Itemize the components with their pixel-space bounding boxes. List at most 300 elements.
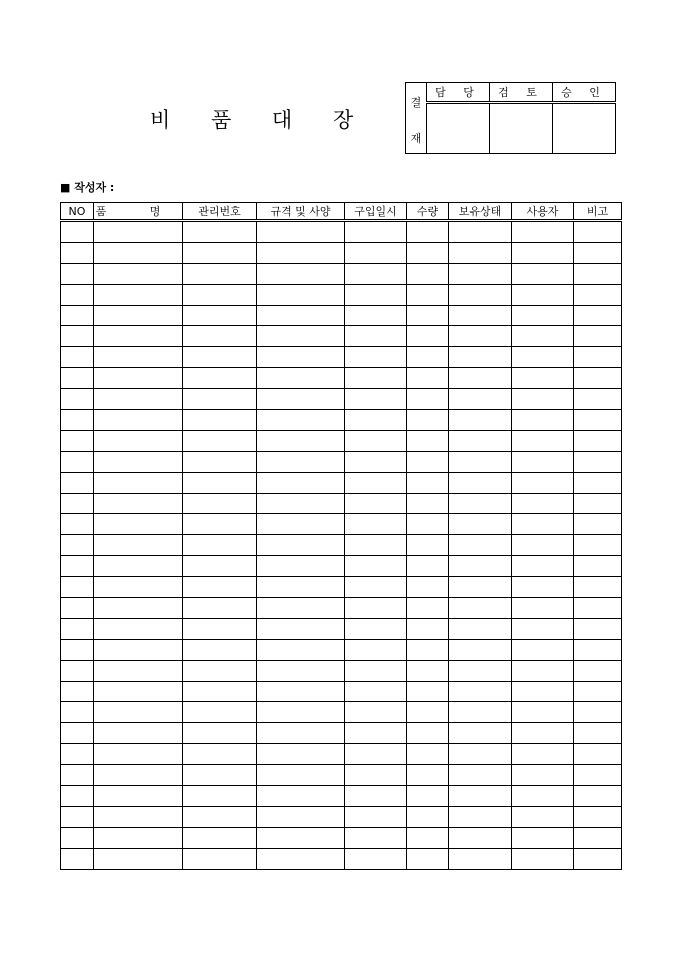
cell-purchase-date[interactable] xyxy=(345,660,407,681)
cell-quantity[interactable] xyxy=(407,556,449,577)
cell-item-name[interactable] xyxy=(94,368,183,389)
cell-condition[interactable] xyxy=(449,305,512,326)
cell-purchase-date[interactable] xyxy=(345,577,407,598)
cell-spec[interactable] xyxy=(257,514,345,535)
cell-spec[interactable] xyxy=(257,556,345,577)
cell-condition[interactable] xyxy=(449,786,512,807)
cell-no[interactable] xyxy=(61,263,94,284)
table-row xyxy=(61,598,622,619)
cell-asset-number[interactable] xyxy=(183,451,257,472)
cell-quantity[interactable] xyxy=(407,368,449,389)
approval-sign-reviewer[interactable] xyxy=(490,103,553,154)
cell-purchase-date[interactable] xyxy=(345,284,407,305)
cell-item-name[interactable] xyxy=(94,326,183,347)
cell-item-name[interactable] xyxy=(94,410,183,431)
cell-asset-number[interactable] xyxy=(183,786,257,807)
cell-condition[interactable] xyxy=(449,410,512,431)
cell-condition[interactable] xyxy=(449,556,512,577)
cell-asset-number[interactable] xyxy=(183,368,257,389)
cell-asset-number[interactable] xyxy=(183,598,257,619)
cell-user[interactable] xyxy=(512,786,574,807)
table-row xyxy=(61,451,622,472)
cell-spec[interactable] xyxy=(257,786,345,807)
cell-user[interactable] xyxy=(512,577,574,598)
cell-quantity[interactable] xyxy=(407,660,449,681)
cell-item-name[interactable] xyxy=(94,744,183,765)
col-header-quantity: 수량 xyxy=(407,203,449,221)
cell-no[interactable] xyxy=(61,326,94,347)
cell-no[interactable] xyxy=(61,786,94,807)
cell-condition[interactable] xyxy=(449,430,512,451)
cell-remarks[interactable] xyxy=(574,263,622,284)
cell-asset-number[interactable] xyxy=(183,347,257,368)
cell-spec[interactable] xyxy=(257,368,345,389)
cell-item-name[interactable] xyxy=(94,639,183,660)
cell-no[interactable] xyxy=(61,347,94,368)
cell-quantity[interactable] xyxy=(407,242,449,263)
table-row xyxy=(61,660,622,681)
cell-quantity[interactable] xyxy=(407,765,449,786)
cell-no[interactable] xyxy=(61,681,94,702)
cell-condition[interactable] xyxy=(449,221,512,243)
cell-quantity[interactable] xyxy=(407,681,449,702)
cell-quantity[interactable] xyxy=(407,577,449,598)
cell-asset-number[interactable] xyxy=(183,577,257,598)
cell-purchase-date[interactable] xyxy=(345,368,407,389)
cell-no[interactable] xyxy=(61,410,94,431)
cell-item-name[interactable] xyxy=(94,702,183,723)
cell-spec[interactable] xyxy=(257,723,345,744)
cell-purchase-date[interactable] xyxy=(345,221,407,243)
cell-quantity[interactable] xyxy=(407,389,449,410)
cell-item-name[interactable] xyxy=(94,451,183,472)
cell-remarks[interactable] xyxy=(574,806,622,827)
cell-item-name[interactable] xyxy=(94,430,183,451)
cell-quantity[interactable] xyxy=(407,326,449,347)
cell-purchase-date[interactable] xyxy=(345,493,407,514)
cell-no[interactable] xyxy=(61,221,94,243)
cell-purchase-date[interactable] xyxy=(345,723,407,744)
table-row xyxy=(61,430,622,451)
cell-item-name[interactable] xyxy=(94,242,183,263)
cell-spec[interactable] xyxy=(257,660,345,681)
cell-asset-number[interactable] xyxy=(183,702,257,723)
cell-purchase-date[interactable] xyxy=(345,556,407,577)
cell-spec[interactable] xyxy=(257,263,345,284)
cell-user[interactable] xyxy=(512,451,574,472)
cell-spec[interactable] xyxy=(257,598,345,619)
cell-purchase-date[interactable] xyxy=(345,305,407,326)
cell-condition[interactable] xyxy=(449,681,512,702)
cell-purchase-date[interactable] xyxy=(345,702,407,723)
cell-quantity[interactable] xyxy=(407,263,449,284)
cell-spec[interactable] xyxy=(257,389,345,410)
cell-purchase-date[interactable] xyxy=(345,744,407,765)
cell-no[interactable] xyxy=(61,744,94,765)
cell-condition[interactable] xyxy=(449,806,512,827)
cell-asset-number[interactable] xyxy=(183,765,257,786)
cell-condition[interactable] xyxy=(449,577,512,598)
cell-quantity[interactable] xyxy=(407,284,449,305)
cell-user[interactable] xyxy=(512,702,574,723)
cell-quantity[interactable] xyxy=(407,472,449,493)
cell-no[interactable] xyxy=(61,242,94,263)
cell-condition[interactable] xyxy=(449,347,512,368)
cell-quantity[interactable] xyxy=(407,639,449,660)
cell-user[interactable] xyxy=(512,410,574,431)
cell-user[interactable] xyxy=(512,535,574,556)
cell-user[interactable] xyxy=(512,618,574,639)
cell-condition[interactable] xyxy=(449,326,512,347)
cell-asset-number[interactable] xyxy=(183,472,257,493)
cell-user[interactable] xyxy=(512,326,574,347)
cell-quantity[interactable] xyxy=(407,618,449,639)
cell-condition[interactable] xyxy=(449,723,512,744)
cell-no[interactable] xyxy=(61,827,94,848)
cell-purchase-date[interactable] xyxy=(345,242,407,263)
cell-no[interactable] xyxy=(61,451,94,472)
table-row xyxy=(61,639,622,660)
cell-remarks[interactable] xyxy=(574,535,622,556)
cell-user[interactable] xyxy=(512,389,574,410)
cell-purchase-date[interactable] xyxy=(345,681,407,702)
cell-remarks[interactable] xyxy=(574,598,622,619)
cell-purchase-date[interactable] xyxy=(345,263,407,284)
cell-remarks[interactable] xyxy=(574,618,622,639)
cell-asset-number[interactable] xyxy=(183,848,257,869)
cell-user[interactable] xyxy=(512,848,574,869)
cell-remarks[interactable] xyxy=(574,221,622,243)
cell-remarks[interactable] xyxy=(574,430,622,451)
cell-asset-number[interactable] xyxy=(183,263,257,284)
cell-asset-number[interactable] xyxy=(183,410,257,431)
cell-asset-number[interactable] xyxy=(183,493,257,514)
cell-user[interactable] xyxy=(512,806,574,827)
cell-item-name[interactable] xyxy=(94,305,183,326)
cell-spec[interactable] xyxy=(257,765,345,786)
cell-asset-number[interactable] xyxy=(183,660,257,681)
cell-user[interactable] xyxy=(512,305,574,326)
table-row xyxy=(61,493,622,514)
cell-no[interactable] xyxy=(61,430,94,451)
cell-user[interactable] xyxy=(512,598,574,619)
cell-quantity[interactable] xyxy=(407,786,449,807)
cell-remarks[interactable] xyxy=(574,577,622,598)
cell-condition[interactable] xyxy=(449,639,512,660)
cell-user[interactable] xyxy=(512,681,574,702)
cell-user[interactable] xyxy=(512,723,574,744)
cell-spec[interactable] xyxy=(257,305,345,326)
cell-condition[interactable] xyxy=(449,702,512,723)
equipment-ledger-table xyxy=(60,202,622,870)
cell-remarks[interactable] xyxy=(574,514,622,535)
cell-item-name[interactable] xyxy=(94,765,183,786)
cell-asset-number[interactable] xyxy=(183,514,257,535)
cell-asset-number[interactable] xyxy=(183,284,257,305)
cell-purchase-date[interactable] xyxy=(345,472,407,493)
cell-no[interactable] xyxy=(61,556,94,577)
table-row xyxy=(61,347,622,368)
cell-user[interactable] xyxy=(512,472,574,493)
cell-no[interactable] xyxy=(61,660,94,681)
cell-purchase-date[interactable] xyxy=(345,827,407,848)
cell-spec[interactable] xyxy=(257,618,345,639)
cell-item-name[interactable] xyxy=(94,577,183,598)
cell-quantity[interactable] xyxy=(407,430,449,451)
cell-item-name[interactable] xyxy=(94,806,183,827)
cell-remarks[interactable] xyxy=(574,389,622,410)
cell-no[interactable] xyxy=(61,639,94,660)
cell-asset-number[interactable] xyxy=(183,221,257,243)
cell-item-name[interactable] xyxy=(94,681,183,702)
cell-spec[interactable] xyxy=(257,806,345,827)
cell-quantity[interactable] xyxy=(407,723,449,744)
table-row xyxy=(61,514,622,535)
cell-quantity[interactable] xyxy=(407,451,449,472)
cell-asset-number[interactable] xyxy=(183,639,257,660)
approval-sign-manager[interactable] xyxy=(427,103,490,154)
cell-purchase-date[interactable] xyxy=(345,765,407,786)
cell-remarks[interactable] xyxy=(574,242,622,263)
cell-remarks[interactable] xyxy=(574,493,622,514)
cell-quantity[interactable] xyxy=(407,347,449,368)
cell-quantity[interactable] xyxy=(407,305,449,326)
cell-no[interactable] xyxy=(61,848,94,869)
cell-remarks[interactable] xyxy=(574,368,622,389)
cell-no[interactable] xyxy=(61,702,94,723)
cell-asset-number[interactable] xyxy=(183,618,257,639)
cell-quantity[interactable] xyxy=(407,806,449,827)
cell-spec[interactable] xyxy=(257,451,345,472)
cell-user[interactable] xyxy=(512,827,574,848)
cell-no[interactable] xyxy=(61,284,94,305)
cell-quantity[interactable] xyxy=(407,493,449,514)
cell-remarks[interactable] xyxy=(574,702,622,723)
cell-purchase-date[interactable] xyxy=(345,514,407,535)
cell-item-name[interactable] xyxy=(94,389,183,410)
cell-user[interactable] xyxy=(512,765,574,786)
cell-spec[interactable] xyxy=(257,472,345,493)
cell-no[interactable] xyxy=(61,618,94,639)
cell-spec[interactable] xyxy=(257,410,345,431)
cell-condition[interactable] xyxy=(449,598,512,619)
cell-item-name[interactable] xyxy=(94,514,183,535)
cell-quantity[interactable] xyxy=(407,827,449,848)
approval-sign-approver[interactable] xyxy=(553,103,616,154)
cell-no[interactable] xyxy=(61,493,94,514)
cell-spec[interactable] xyxy=(257,347,345,368)
cell-no[interactable] xyxy=(61,514,94,535)
cell-asset-number[interactable] xyxy=(183,806,257,827)
cell-quantity[interactable] xyxy=(407,702,449,723)
cell-remarks[interactable] xyxy=(574,660,622,681)
cell-purchase-date[interactable] xyxy=(345,326,407,347)
cell-spec[interactable] xyxy=(257,326,345,347)
cell-remarks[interactable] xyxy=(574,284,622,305)
cell-quantity[interactable] xyxy=(407,598,449,619)
cell-item-name[interactable] xyxy=(94,827,183,848)
table-row xyxy=(61,535,622,556)
cell-asset-number[interactable] xyxy=(183,535,257,556)
cell-asset-number[interactable] xyxy=(183,242,257,263)
cell-purchase-date[interactable] xyxy=(345,451,407,472)
cell-item-name[interactable] xyxy=(94,598,183,619)
cell-item-name[interactable] xyxy=(94,535,183,556)
cell-user[interactable] xyxy=(512,430,574,451)
cell-no[interactable] xyxy=(61,472,94,493)
cell-quantity[interactable] xyxy=(407,535,449,556)
cell-item-name[interactable] xyxy=(94,347,183,368)
cell-spec[interactable] xyxy=(257,284,345,305)
cell-purchase-date[interactable] xyxy=(345,618,407,639)
cell-remarks[interactable] xyxy=(574,472,622,493)
cell-no[interactable] xyxy=(61,598,94,619)
cell-item-name[interactable] xyxy=(94,556,183,577)
cell-condition[interactable] xyxy=(449,660,512,681)
cell-condition[interactable] xyxy=(449,535,512,556)
cell-no[interactable] xyxy=(61,305,94,326)
cell-remarks[interactable] xyxy=(574,723,622,744)
cell-spec[interactable] xyxy=(257,681,345,702)
cell-condition[interactable] xyxy=(449,827,512,848)
cell-spec[interactable] xyxy=(257,493,345,514)
cell-item-name[interactable] xyxy=(94,786,183,807)
cell-remarks[interactable] xyxy=(574,765,622,786)
cell-item-name[interactable] xyxy=(94,493,183,514)
cell-user[interactable] xyxy=(512,744,574,765)
cell-remarks[interactable] xyxy=(574,848,622,869)
cell-user[interactable] xyxy=(512,514,574,535)
cell-user[interactable] xyxy=(512,284,574,305)
cell-user[interactable] xyxy=(512,639,574,660)
cell-condition[interactable] xyxy=(449,263,512,284)
cell-user[interactable] xyxy=(512,660,574,681)
cell-item-name[interactable] xyxy=(94,723,183,744)
cell-user[interactable] xyxy=(512,368,574,389)
cell-no[interactable] xyxy=(61,806,94,827)
cell-remarks[interactable] xyxy=(574,639,622,660)
table-row xyxy=(61,848,622,869)
cell-remarks[interactable] xyxy=(574,681,622,702)
cell-purchase-date[interactable] xyxy=(345,639,407,660)
cell-quantity[interactable] xyxy=(407,514,449,535)
document-title: 비 품 대 장 xyxy=(150,108,371,132)
cell-user[interactable] xyxy=(512,221,574,243)
cell-quantity[interactable] xyxy=(407,848,449,869)
cell-asset-number[interactable] xyxy=(183,556,257,577)
cell-condition[interactable] xyxy=(449,618,512,639)
cell-purchase-date[interactable] xyxy=(345,848,407,869)
cell-item-name[interactable] xyxy=(94,221,183,243)
cell-asset-number[interactable] xyxy=(183,389,257,410)
cell-user[interactable] xyxy=(512,263,574,284)
cell-quantity[interactable] xyxy=(407,744,449,765)
cell-remarks[interactable] xyxy=(574,827,622,848)
cell-purchase-date[interactable] xyxy=(345,410,407,431)
cell-asset-number[interactable] xyxy=(183,305,257,326)
table-row xyxy=(61,410,622,431)
cell-condition[interactable] xyxy=(449,242,512,263)
cell-purchase-date[interactable] xyxy=(345,786,407,807)
cell-no[interactable] xyxy=(61,535,94,556)
col-header-item-name: 품 명 xyxy=(94,203,183,221)
cell-remarks[interactable] xyxy=(574,786,622,807)
cell-no[interactable] xyxy=(61,389,94,410)
cell-condition[interactable] xyxy=(449,472,512,493)
cell-quantity[interactable] xyxy=(407,410,449,431)
cell-spec[interactable] xyxy=(257,827,345,848)
cell-user[interactable] xyxy=(512,493,574,514)
cell-remarks[interactable] xyxy=(574,451,622,472)
cell-spec[interactable] xyxy=(257,577,345,598)
cell-purchase-date[interactable] xyxy=(345,598,407,619)
cell-item-name[interactable] xyxy=(94,284,183,305)
table-row xyxy=(61,242,622,263)
cell-purchase-date[interactable] xyxy=(345,806,407,827)
cell-item-name[interactable] xyxy=(94,660,183,681)
cell-no[interactable] xyxy=(61,723,94,744)
cell-remarks[interactable] xyxy=(574,556,622,577)
cell-spec[interactable] xyxy=(257,535,345,556)
cell-spec[interactable] xyxy=(257,242,345,263)
cell-spec[interactable] xyxy=(257,221,345,243)
cell-spec[interactable] xyxy=(257,639,345,660)
cell-purchase-date[interactable] xyxy=(345,389,407,410)
cell-condition[interactable] xyxy=(449,284,512,305)
table-row xyxy=(61,577,622,598)
cell-condition[interactable] xyxy=(449,744,512,765)
cell-purchase-date[interactable] xyxy=(345,347,407,368)
cell-no[interactable] xyxy=(61,577,94,598)
cell-remarks[interactable] xyxy=(574,305,622,326)
col-header-no: NO xyxy=(61,203,94,221)
cell-asset-number[interactable] xyxy=(183,723,257,744)
cell-condition[interactable] xyxy=(449,389,512,410)
cell-asset-number[interactable] xyxy=(183,326,257,347)
cell-spec[interactable] xyxy=(257,848,345,869)
cell-item-name[interactable] xyxy=(94,618,183,639)
cell-spec[interactable] xyxy=(257,744,345,765)
cell-remarks[interactable] xyxy=(574,347,622,368)
cell-spec[interactable] xyxy=(257,430,345,451)
cell-asset-number[interactable] xyxy=(183,430,257,451)
cell-purchase-date[interactable] xyxy=(345,535,407,556)
cell-condition[interactable] xyxy=(449,368,512,389)
cell-condition[interactable] xyxy=(449,493,512,514)
cell-remarks[interactable] xyxy=(574,410,622,431)
cell-condition[interactable] xyxy=(449,451,512,472)
cell-user[interactable] xyxy=(512,242,574,263)
cell-asset-number[interactable] xyxy=(183,827,257,848)
cell-purchase-date[interactable] xyxy=(345,430,407,451)
cell-remarks[interactable] xyxy=(574,326,622,347)
cell-user[interactable] xyxy=(512,347,574,368)
cell-user[interactable] xyxy=(512,556,574,577)
cell-item-name[interactable] xyxy=(94,263,183,284)
cell-condition[interactable] xyxy=(449,848,512,869)
cell-item-name[interactable] xyxy=(94,472,183,493)
cell-quantity[interactable] xyxy=(407,221,449,243)
cell-condition[interactable] xyxy=(449,765,512,786)
cell-asset-number[interactable] xyxy=(183,744,257,765)
cell-no[interactable] xyxy=(61,765,94,786)
cell-remarks[interactable] xyxy=(574,744,622,765)
cell-condition[interactable] xyxy=(449,514,512,535)
cell-no[interactable] xyxy=(61,368,94,389)
cell-item-name[interactable] xyxy=(94,848,183,869)
cell-spec[interactable] xyxy=(257,702,345,723)
cell-asset-number[interactable] xyxy=(183,681,257,702)
